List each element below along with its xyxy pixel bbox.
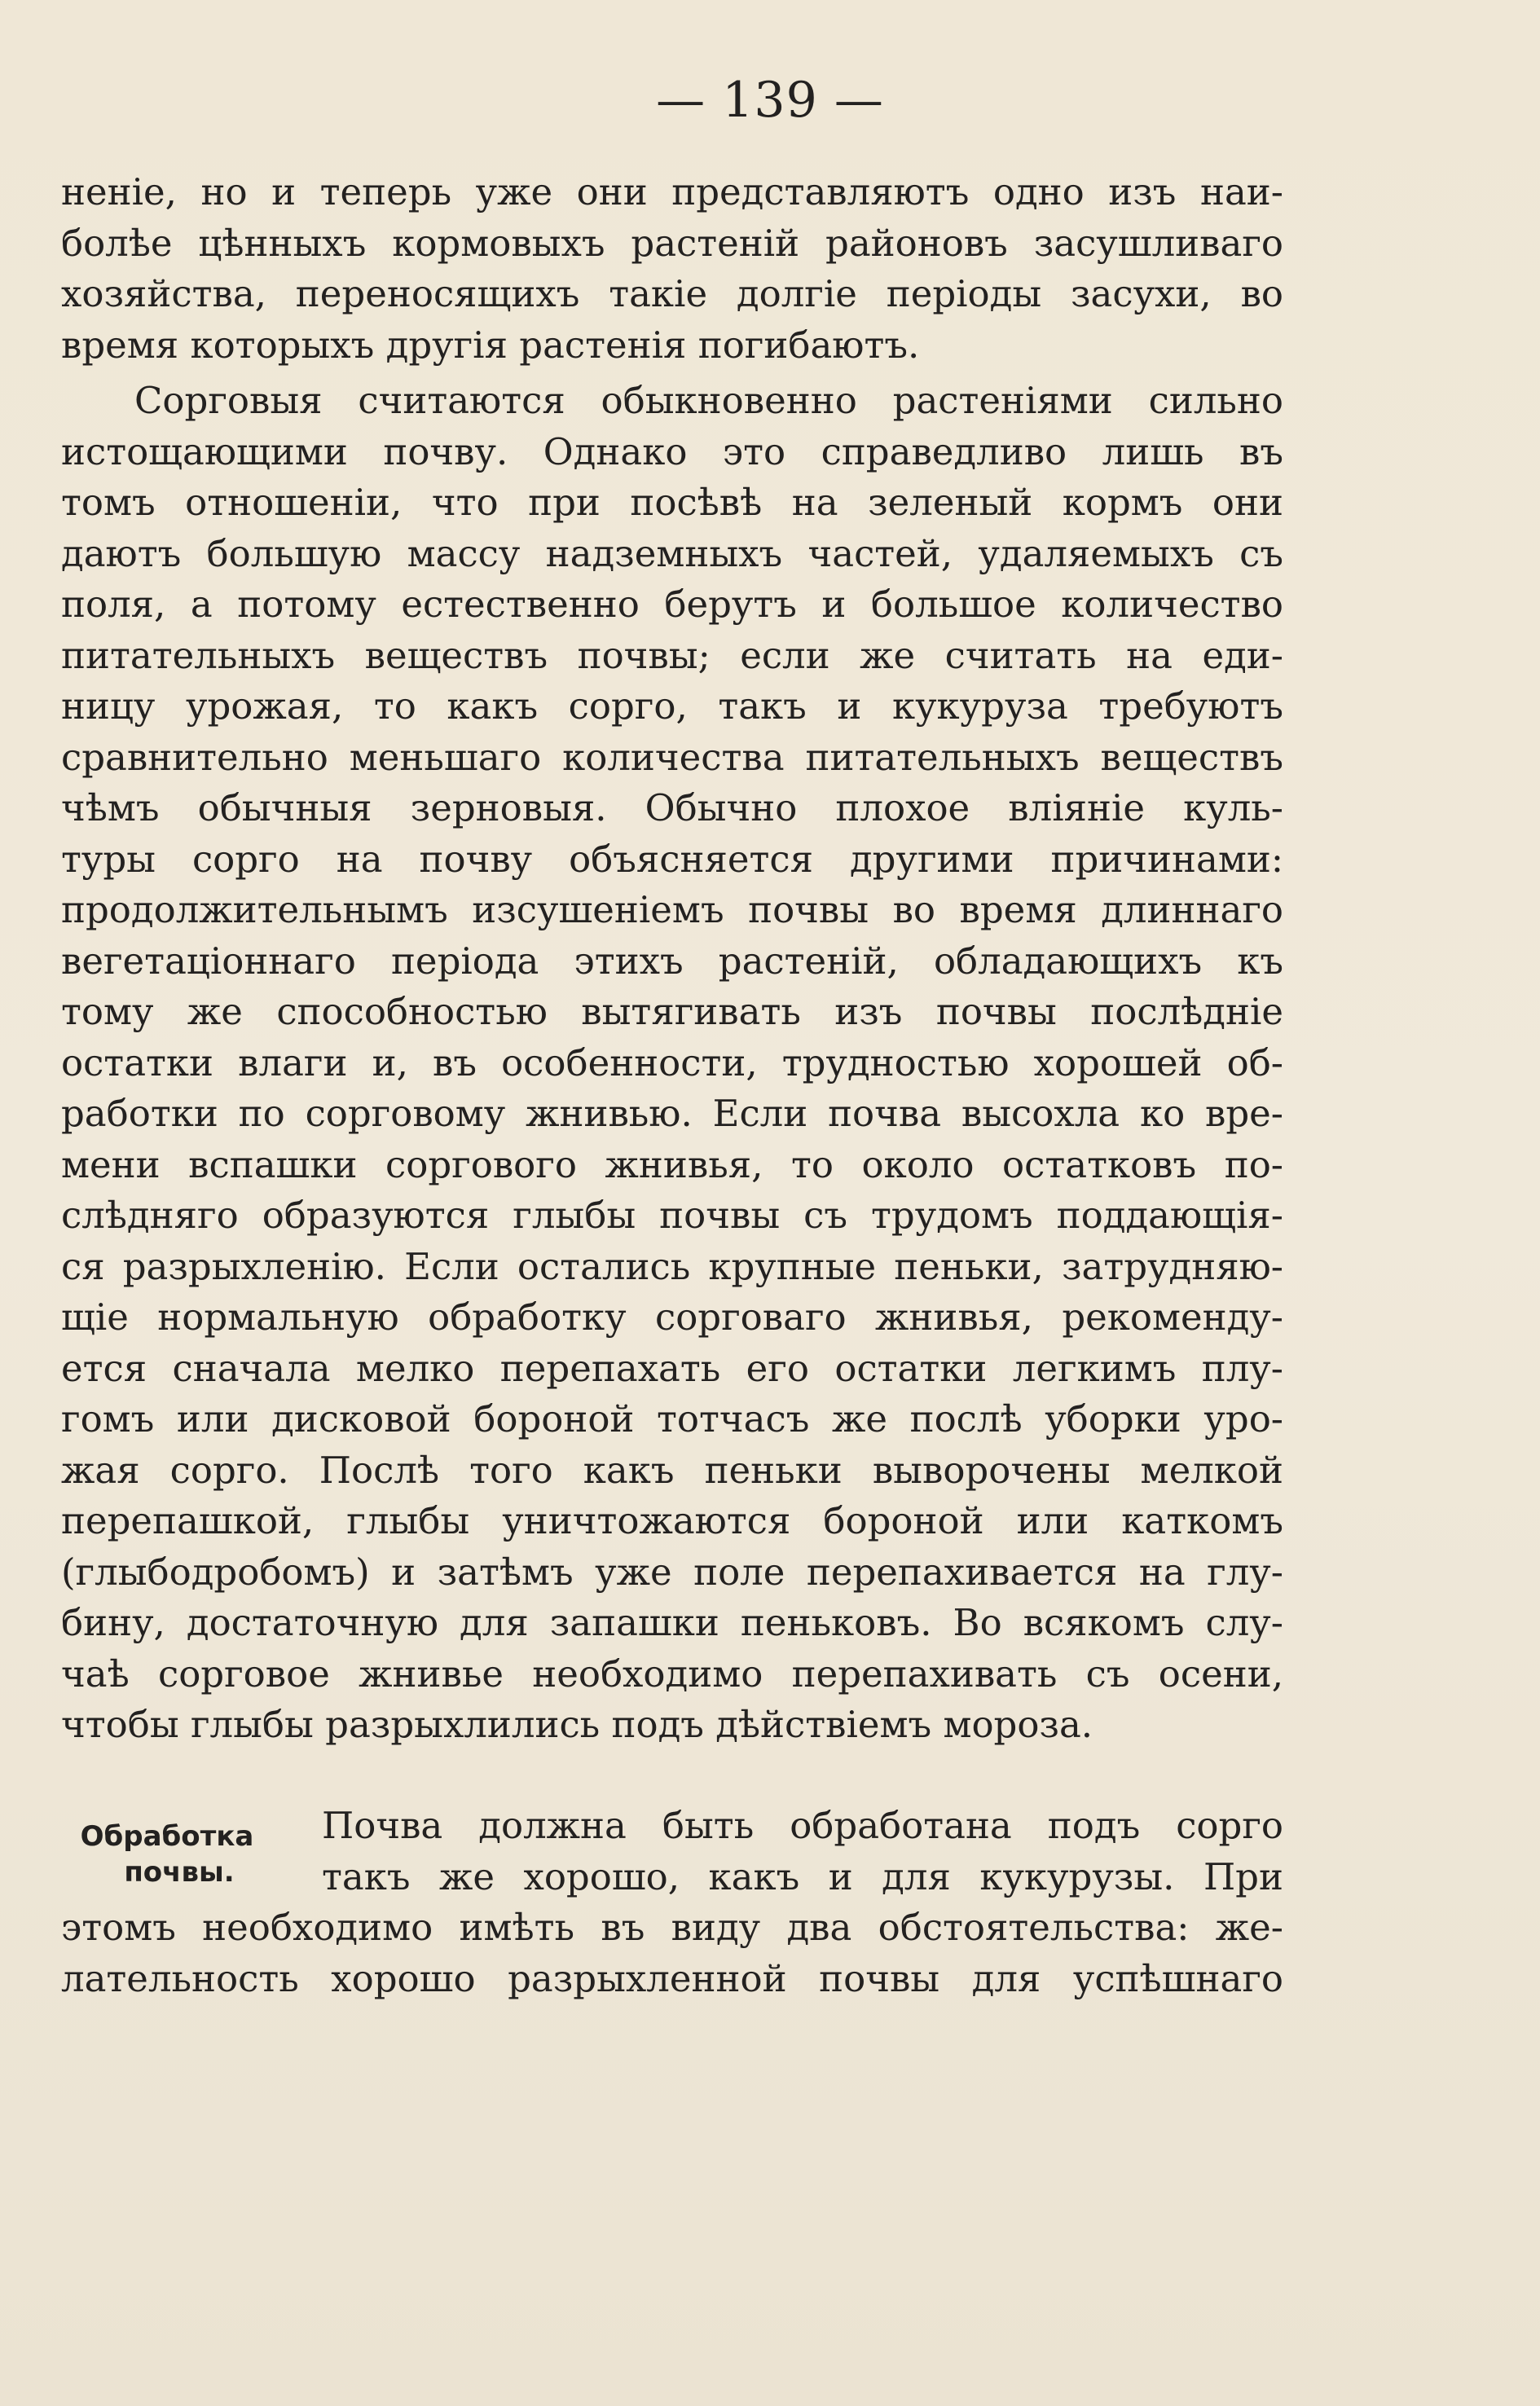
text-line: чѣмъ обычныя зерновыя. Обычно плохое вліяніе куль- <box>61 786 1283 829</box>
text-line: поля, а потому естественно берутъ и большое количество <box>61 583 1283 626</box>
text-line: Сорговыя считаются обыкновенно растеніями сильно <box>134 379 1283 422</box>
text-line: даютъ большую массу надземныхъ частей, удаляемыхъ съ <box>61 531 1283 575</box>
text-line: чтобы глыбы разрыхлились подъ дѣйствіемъ мороза. <box>61 1703 1093 1746</box>
text-line: такъ же хорошо, какъ и для кукурузы. При <box>322 1854 1283 1898</box>
text-line: ницу урожая, то какъ сорго, такъ и кукуруза требуютъ <box>61 684 1283 728</box>
text-line: гомъ или дисковой бороной тотчасъ же послѣ уборки уро- <box>61 1397 1283 1441</box>
text-line: остатки влаги и, въ особенности, трудностью хорошей об- <box>61 1040 1283 1084</box>
margin-heading-line-1: Обработка <box>80 1820 254 1853</box>
text-line: жая сорго. Послѣ того какъ пеньки выворочены мелкой <box>61 1448 1283 1492</box>
text-line: вегетаціоннаго періода этихъ растеній, обладающихъ къ <box>61 939 1283 983</box>
text-line: питательныхъ веществъ почвы; если же считать на еди- <box>61 633 1283 677</box>
text-line: бину, достаточную для запашки пеньковъ. Во всякомъ слу- <box>61 1601 1283 1644</box>
text-line: сравнительно меньшаго количества питательныхъ веществъ <box>61 735 1283 779</box>
text-line: работки по сорговому жнивью. Если почва высохла ко вре- <box>61 1092 1283 1135</box>
section-intro <box>322 1801 1283 1902</box>
text-line: мени вспашки соргового жнивья, то около остатковъ по- <box>61 1142 1283 1186</box>
section-continuation <box>61 1902 1283 2004</box>
text-line: неніе, но и теперь уже они представляютъ одно изъ наи- <box>61 170 1283 213</box>
text-line: время которыхъ другія растенія погибаютъ. <box>61 323 920 367</box>
text-line: истощающими почву. Однако это справедливо лишь въ <box>61 429 1283 473</box>
text-line: Почва должна быть обработана подъ сорго <box>322 1804 1283 1847</box>
main-text <box>61 167 1283 1751</box>
text-line: чаѣ сорговое жнивье необходимо перепахивать съ осени, <box>61 1652 1283 1696</box>
paragraph-1 <box>61 167 1283 371</box>
text-line: лательность хорошо разрыхленной почвы для успѣшнаго <box>61 1956 1283 2000</box>
margin-heading-line-2: почвы. <box>124 1856 235 1889</box>
paragraph-2 <box>61 376 1283 1751</box>
text-line: хозяйства, переносящихъ такіе долгіе періоды засухи, во <box>61 272 1283 315</box>
page-number: — 139 — <box>656 72 884 129</box>
text-line: томъ отношеніи, что при посѣвѣ на зеленый кормъ они <box>61 481 1283 524</box>
text-line: продолжительнымъ изсушеніемъ почвы во время длиннаго <box>61 888 1283 931</box>
text-line: тому же способностью вытягивать изъ почвы послѣдніе <box>61 990 1283 1033</box>
text-line: перепашкой, глыбы уничтожаются бороной или каткомъ <box>61 1499 1283 1542</box>
text-line: болѣе цѣнныхъ кормовыхъ растеній районовъ засушливаго <box>61 221 1283 265</box>
text-line: слѣдняго образуются глыбы почвы съ трудомъ поддающія- <box>61 1194 1283 1237</box>
text-line: щіе нормальную обработку сорговаго жнивья, рекоменду- <box>61 1295 1283 1339</box>
text-line: туры сорго на почву объясняется другими причинами: <box>61 837 1283 881</box>
text-line: (глыбодробомъ) и затѣмъ уже поле перепахивается на глу- <box>61 1550 1283 1594</box>
text-line: ся разрыхленію. Если остались крупные пеньки, затрудняю- <box>61 1244 1283 1288</box>
text-line: этомъ необходимо имѣть въ виду два обстоятельства: же- <box>61 1906 1283 1949</box>
margin-heading <box>61 1819 273 1890</box>
text-line: ется сначала мелко перепахать его остатки легкимъ плу- <box>61 1346 1283 1390</box>
